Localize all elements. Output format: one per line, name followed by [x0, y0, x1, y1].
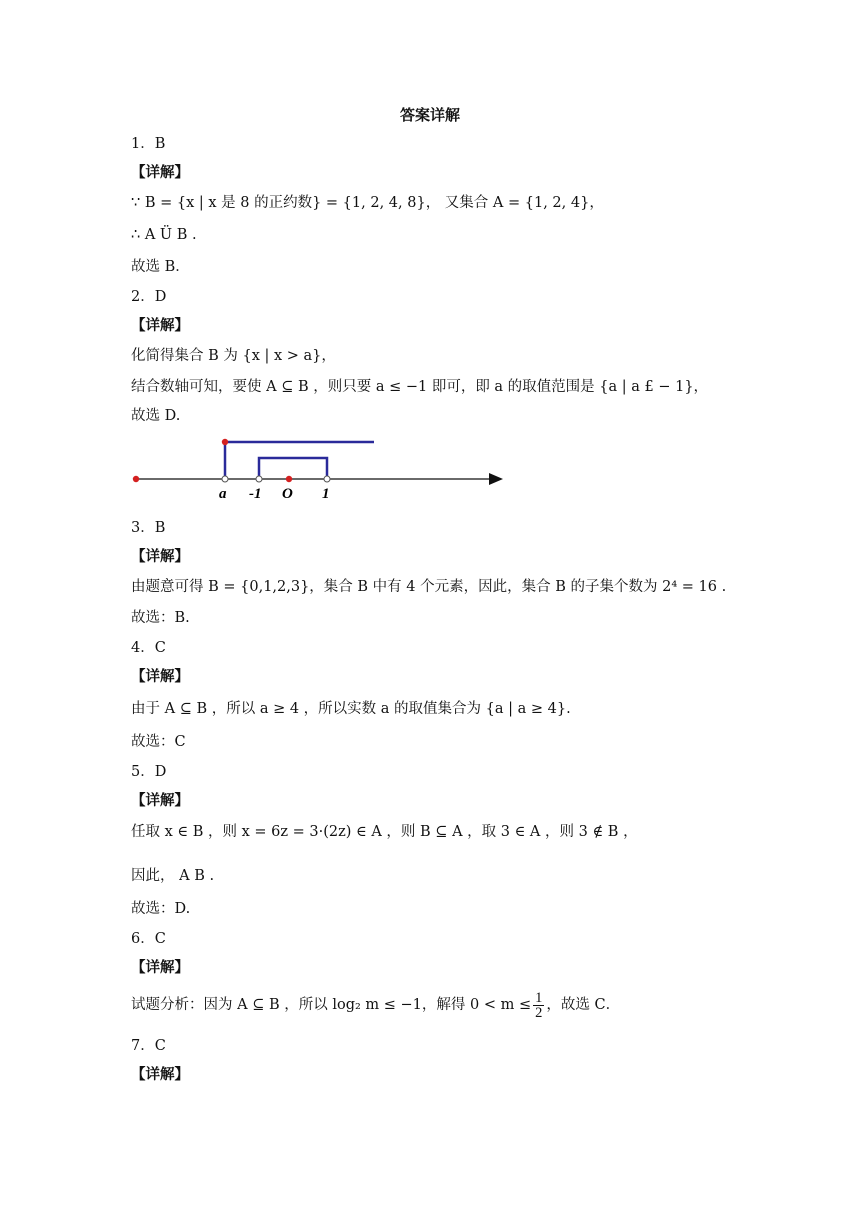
q1-line1: ∵ B = {x | x 是 8 的正约数} = {1, 2, 4, 8}， 又集合 A = {1, 2, 4}， [131, 195, 604, 211]
axis-arrow [489, 473, 503, 485]
q2-line2: 结合数轴可知，要使 A ⊆ B ，则只要 a ≤ −1 即可，即 a 的取值范围是 {a | a £ − 1}， [131, 379, 709, 395]
label-origin: O [282, 486, 293, 502]
q5-conclusion: 故选：D. [131, 901, 191, 917]
point-1 [324, 476, 330, 482]
q7-answer: 7．C [131, 1038, 166, 1054]
set-b-ray [225, 442, 374, 479]
fraction-denominator: 2 [535, 1004, 543, 1021]
q5-line1: 任取 x ∈ B ，则 x = 6z = 3·(2z) ∈ A ，则 B ⊆ A ，取 3 ∈ A ，则 3 ∉ B ， [131, 824, 638, 840]
q6-line1-tail: ，故选 C． [546, 997, 621, 1013]
q2-answer: 2．D [131, 289, 167, 305]
q3-detail-header: 【详解】 [131, 549, 189, 565]
label-1: 1 [322, 486, 330, 502]
q4-detail-header: 【详解】 [131, 669, 189, 685]
q2-line1: 化简得集合 B 为 {x | x > a}， [131, 348, 336, 364]
q1-conclusion: 故选 B． [131, 259, 190, 275]
q6-line1-text: 试题分析：因为 A ⊆ B ，所以 log₂ m ≤ −1，解得 0 < m ≤ [131, 997, 532, 1013]
q4-line1: 由于 A ⊆ B ，所以 a ≥ 4 ，所以实数 a 的取值集合为 {a | a ≥ 4}. [131, 701, 571, 717]
q3-conclusion: 故选：B. [131, 610, 190, 626]
label-neg1: -1 [249, 486, 262, 502]
set-a-bracket [259, 458, 327, 479]
label-a: a [219, 486, 227, 502]
q7-detail-header: 【详解】 [131, 1067, 189, 1083]
q1-line2: ∴ A Ü B . [131, 227, 197, 243]
q6-detail-header: 【详解】 [131, 960, 189, 976]
point-neg1 [256, 476, 262, 482]
q5-answer: 5．D [131, 764, 167, 780]
page-title: 答案详解 [399, 106, 460, 124]
fraction-numerator: 1 [535, 989, 543, 1006]
q5-detail-header: 【详解】 [131, 793, 189, 809]
q5-line2: 因此， A B . [131, 868, 215, 884]
q1-detail-header: 【详解】 [131, 165, 189, 181]
point-origin [286, 476, 292, 482]
far-left-point [133, 476, 139, 482]
q6-line1 [131, 990, 620, 1020]
number-line-diagram [125, 432, 515, 504]
q3-line1: 由题意可得 B = {0,1,2,3}，集合 B 中有 4 个元素，因此，集合 B 的子集个数为 2⁴ = 16 . [131, 579, 727, 595]
q4-conclusion: 故选：C [131, 734, 186, 750]
point-a [222, 476, 228, 482]
q6-answer: 6．C [131, 931, 166, 947]
q3-answer: 3．B [131, 520, 166, 536]
fraction-one-half [533, 991, 544, 1020]
q1-answer: 1．B [131, 136, 166, 152]
q2-conclusion: 故选 D. [131, 408, 181, 424]
q2-detail-header: 【详解】 [131, 318, 189, 334]
point-a-top [222, 439, 228, 445]
q4-answer: 4．C [131, 640, 166, 656]
